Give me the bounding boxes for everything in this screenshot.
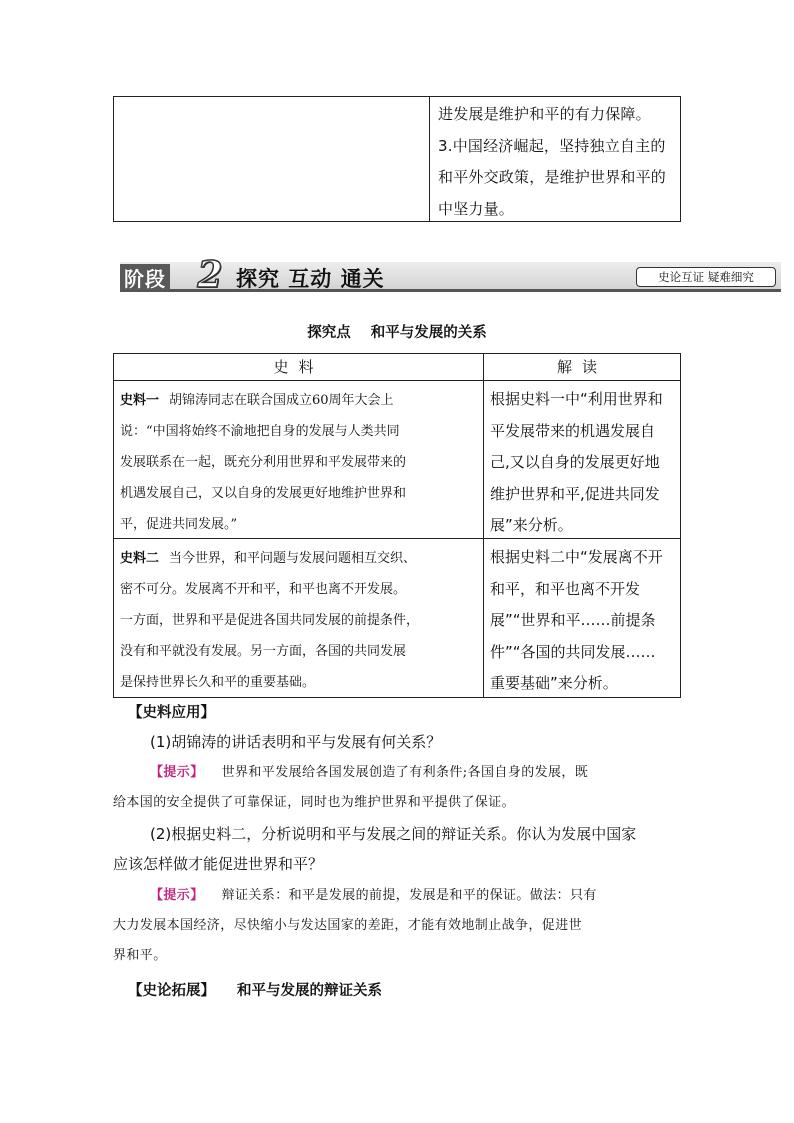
- reading-line: 根据史料二中“发展离不开: [490, 548, 663, 566]
- reading-cell: [484, 381, 680, 538]
- header-source: 史料: [114, 354, 484, 380]
- extension-subtitle: 和平与发展的辩证关系: [237, 983, 382, 999]
- hint-label: 【提示】: [150, 765, 204, 780]
- reading-cell: [484, 539, 680, 697]
- answer-2-line: 大力发展本国经济，尽快缩小与发达国家的差距，才能有效地制止战争，促进世: [113, 918, 583, 933]
- reading-line: 己,又以自身的发展更好地: [490, 453, 660, 471]
- source-cell: [114, 539, 484, 697]
- source-line: 发展联系在一起，既充分利用世界和平发展带来的: [120, 455, 407, 470]
- table-text-line: 和平外交政策，是维护世界和平的: [438, 168, 667, 186]
- section-heading-title: 和平与发展的关系: [370, 325, 487, 341]
- extension-heading: [128, 980, 382, 1002]
- source-label: 史料一: [120, 393, 160, 408]
- extension-title: 【史论拓展】: [128, 983, 215, 999]
- source-label: 史料二: [120, 551, 160, 566]
- stage-label-box: [120, 264, 170, 290]
- section-heading-prefix: 探究点: [307, 325, 351, 341]
- answer-text: 辩证关系：和平是发展的前提，发展是和平的保证。做法：只有: [221, 888, 597, 903]
- table-row: [114, 539, 680, 697]
- source-line: 没有和平就没有发展。另一方面，各国的共同发展: [120, 644, 407, 659]
- source-table: [113, 353, 681, 698]
- answer-2-line: 界和平。: [113, 948, 167, 963]
- question-2-line: (2)根据史料二，分析说明和平与发展之间的辩证关系。你认为发展中国家: [150, 825, 637, 843]
- continuation-table: [113, 96, 681, 222]
- table-text-line: 进发展是维护和平的有力保障。: [438, 105, 651, 123]
- header-reading: 解读: [556, 358, 607, 376]
- table-text-line: 3.中国经济崛起，坚持独立自主的: [438, 136, 666, 155]
- table-row: [114, 381, 680, 539]
- empty-left-cell: [114, 97, 430, 221]
- hint-label: 【提示】: [150, 888, 204, 903]
- section-heading: [0, 322, 794, 344]
- source-cell: [114, 381, 484, 538]
- reading-line: 平发展带来的机遇发展自: [490, 421, 656, 440]
- source-line: 胡锦涛同志在联合国成立60周年大会上: [169, 393, 394, 408]
- source-line: 是保持世界长久和平的重要基础。: [120, 675, 316, 690]
- reading-line: 重要基础”来分析。: [490, 674, 618, 692]
- source-line: 说：“中国将始终不渝地把自身的发展与人类共同: [120, 424, 400, 439]
- reading-line: 展”来分析。: [490, 516, 573, 534]
- question-2-line: 应该怎样做才能促进世界和平？: [113, 855, 324, 873]
- reading-line: 件”“各国的共同发展……: [490, 642, 656, 661]
- reading-line: 展”“世界和平……前提条: [490, 611, 656, 629]
- reading-line: 和平，和平也离不开发: [490, 579, 641, 598]
- source-line: 密不可分。发展离不开和平，和平也离不开发展。: [120, 582, 407, 597]
- answer-text: 世界和平发展给各国发展创造了有利条件;各国自身的发展，既: [221, 765, 589, 780]
- table-header-row: [114, 354, 680, 381]
- stage-title: 探究 互动 通关: [236, 267, 385, 291]
- source-line: 机遇发展自己，又以自身的发展更好地维护世界和: [120, 486, 407, 501]
- answer-1-line: 给本国的安全提供了可靠保证，同时也为维护世界和平提供了保证。: [113, 795, 516, 810]
- table-text-line: 中坚力量。: [438, 199, 515, 218]
- stage-number: 2: [197, 254, 223, 296]
- source-line: 平，促进共同发展。”: [120, 517, 238, 532]
- reading-line: 维护世界和平,促进共同发: [490, 484, 660, 503]
- stage-label: 阶段: [124, 266, 166, 291]
- stage-tag: 史论互证 疑难细究: [636, 267, 776, 287]
- right-cell: [430, 97, 680, 221]
- application-title: 【史料应用】: [128, 705, 215, 721]
- source-line: 一方面，世界和平是促进各国共同发展的前提条件，: [120, 613, 420, 628]
- question-1: (1)胡锦涛的讲话表明和平与发展有何关系？: [150, 733, 442, 751]
- reading-line: 根据史料一中“利用世界和: [490, 390, 663, 408]
- source-line: 当今世界，和平问题与发展问题相互交织、: [169, 551, 417, 566]
- answer-2-line: [150, 885, 597, 907]
- stage-banner: [120, 254, 781, 296]
- answer-1-line: [150, 762, 588, 784]
